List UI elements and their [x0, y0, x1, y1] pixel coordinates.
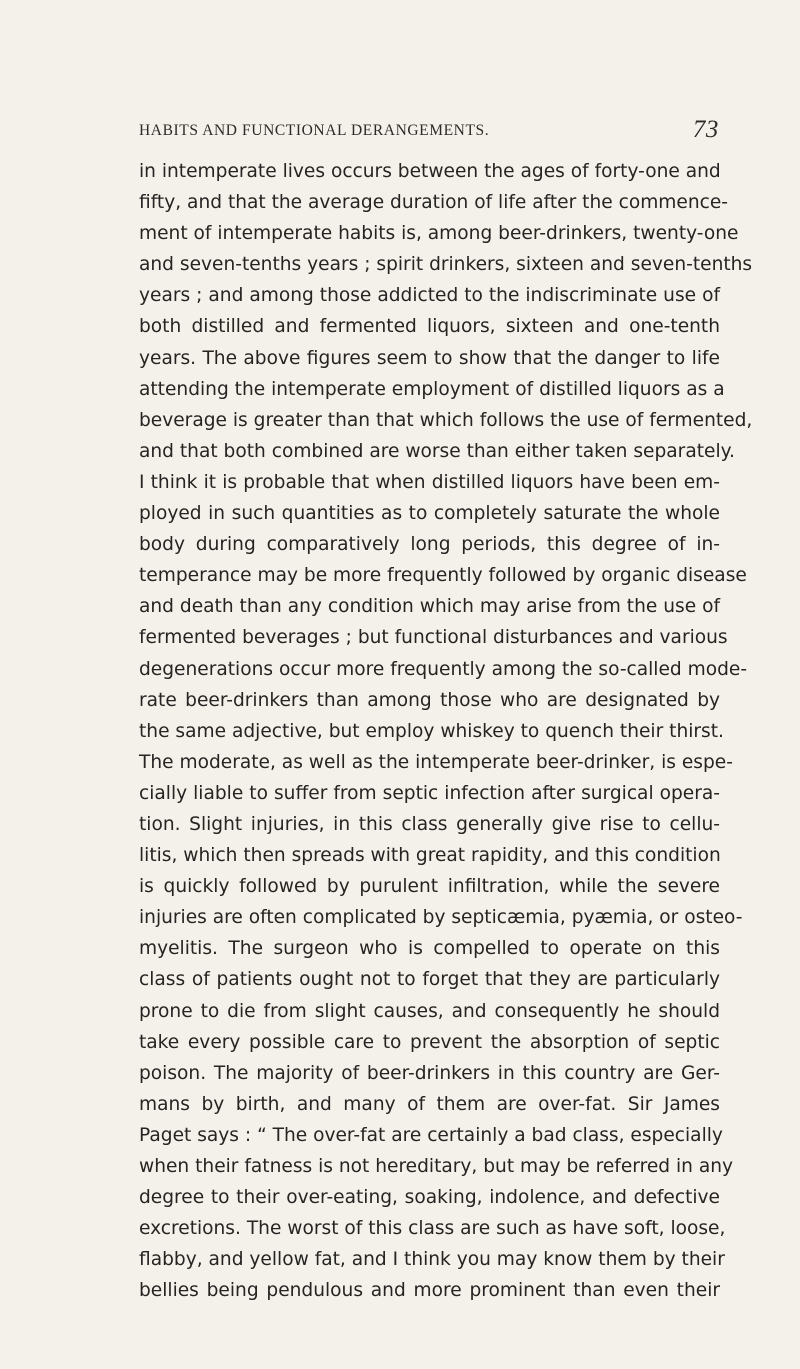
text-line: tion. Slight injuries, in this class generally give rise to cellu- — [139, 813, 720, 835]
text-line: prone to die from slight causes, and consequently he should — [139, 1000, 720, 1022]
body-text — [139, 156, 753, 1306]
text-line: years ; and among those addicted to the indiscriminate use of — [139, 285, 720, 307]
text-line: bellies being pendulous and more prominent than even their — [139, 1280, 720, 1302]
text-line: and that both combined are worse than either taken separately. — [139, 440, 735, 462]
text-line: litis, which then spreads with great rapidity, and this condition — [139, 845, 721, 867]
text-line: rate beer-drinkers than among those who are designated by — [139, 689, 720, 711]
text-line: both distilled and fermented liquors, sixteen and one-tenth — [139, 316, 720, 338]
text-line: Paget says : “ The over-fat are certainly a bad class, especially — [139, 1124, 723, 1146]
text-line: cially liable to suffer from septic infection after surgical opera- — [139, 782, 720, 804]
text-line: ment of intemperate habits is, among beer-drinkers, twenty-one — [139, 223, 739, 245]
running-title: HABITS AND FUNCTIONAL DERANGEMENTS. — [139, 122, 490, 139]
text-line: mans by birth, and many of them are over-fat. Sir James — [139, 1093, 720, 1115]
text-line: when their fatness is not hereditary, but may be referred in any — [139, 1156, 734, 1177]
text-line: temperance may be more frequently followed by organic disease — [139, 565, 747, 587]
text-line: class of patients ought not to forget that they are particularly — [139, 969, 720, 991]
text-line: and seven-tenths years ; spirit drinkers, sixteen and seven-tenths — [139, 254, 753, 276]
text-line: ployed in such quantities as to completely saturate the whole — [139, 503, 720, 525]
text-line: fifty, and that the average duration of life after the commence- — [139, 192, 729, 214]
text-line: beverage is greater than that which follows the use of fermented, — [139, 409, 753, 431]
text-line: attending the intemperate employment of distilled liquors as a — [139, 378, 725, 400]
text-line: in intemperate lives occurs between the ages of forty-one and — [139, 161, 721, 182]
text-line: and death than any condition which may arise from the use of — [139, 596, 720, 618]
page-number: 73 — [692, 116, 719, 143]
text-line: body during comparatively long periods, this degree of in- — [139, 534, 720, 556]
text-line: is quickly followed by purulent infiltration, while the severe — [139, 876, 720, 898]
text-line: degenerations occur more frequently among the so-called mode- — [139, 658, 748, 680]
text-line: The moderate, as well as the intemperate beer-drinker, is espe- — [139, 751, 733, 773]
text-line: flabby, and yellow fat, and I think you may know them by their — [139, 1249, 725, 1271]
text-line: excretions. The worst of this class are such as have soft, loose, — [139, 1218, 726, 1240]
text-line: poison. The majority of beer-drinkers in this country are Ger- — [139, 1062, 720, 1084]
text-line: degree to their over-eating, soaking, indolence, and defective — [139, 1187, 720, 1209]
text-line: injuries are often complicated by septicæmia, pyæmia, or osteo- — [139, 907, 743, 929]
text-line: take every possible care to prevent the absorption of septic — [139, 1031, 720, 1053]
text-line: fermented beverages ; but functional disturbances and various — [139, 627, 728, 649]
text-line: I think it is probable that when distilled liquors have been em- — [139, 471, 720, 493]
text-line: the same adjective, but employ whiskey to quench their thirst. — [139, 720, 724, 742]
running-head — [139, 116, 719, 144]
text-line: myelitis. The surgeon who is compelled to operate on this — [139, 938, 720, 960]
text-line: years. The above figures seem to show that the danger to life — [139, 347, 720, 369]
